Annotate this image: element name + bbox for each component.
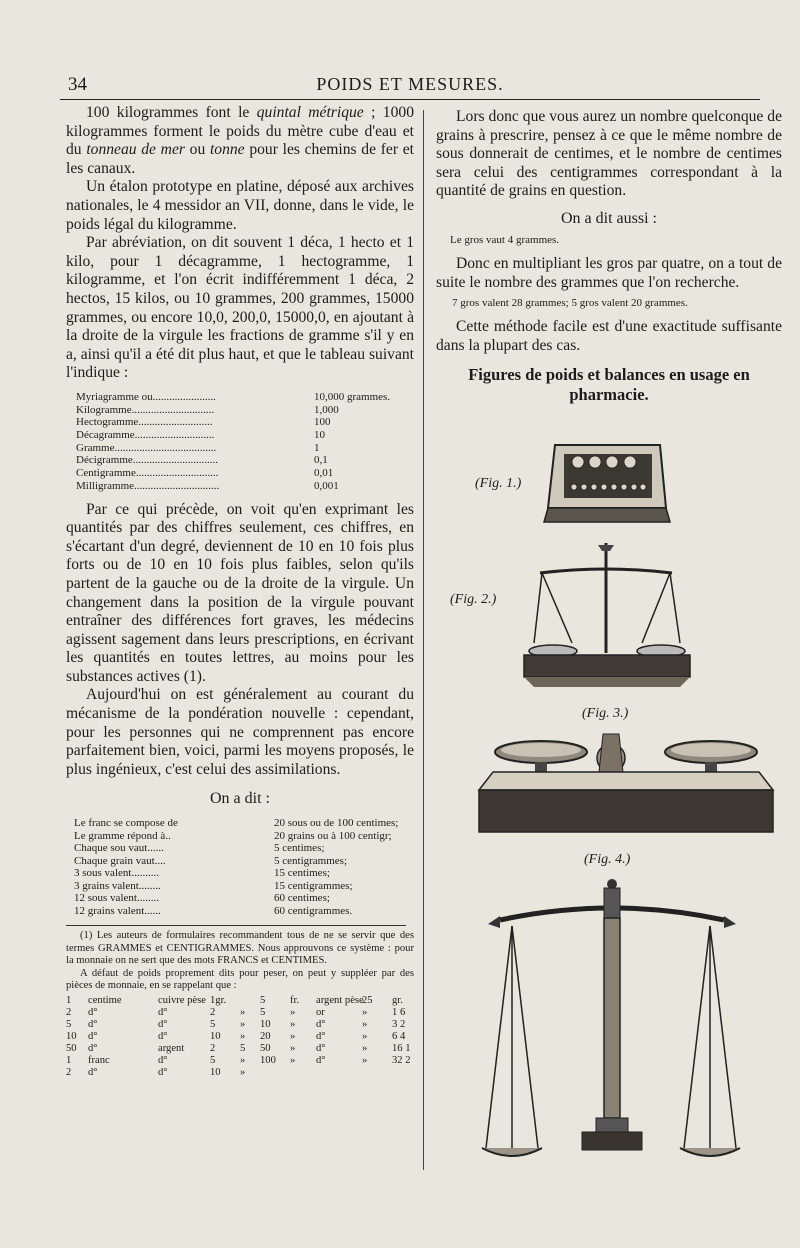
money-cell: or: [316, 1006, 325, 1018]
footnote-2: A défaut de poids proprement dits pour peser, on peut y suppléer par des pièces de monnaie, en se rappelant que :: [66, 967, 414, 992]
unit-value: 10,000 grammes.: [314, 390, 391, 403]
money-cell: »: [362, 1042, 368, 1054]
money-cell: »: [362, 1006, 368, 1018]
money-cell: 20: [260, 1030, 271, 1042]
assimilation-row: [74, 867, 414, 880]
fig4-caption: (Fig. 4.): [584, 852, 631, 867]
fig1-weights-box: [540, 440, 675, 525]
money-cell: 10: [260, 1018, 271, 1030]
assimilations-list: [74, 817, 414, 917]
money-cell: d°: [158, 1066, 168, 1078]
unit-value: 0,1: [314, 454, 328, 467]
header-rule: [60, 99, 760, 100]
money-cell: »: [290, 1006, 296, 1018]
unit-name: Gramme.....................................: [76, 441, 217, 454]
money-row: [66, 1067, 414, 1079]
money-cell: »: [240, 1006, 246, 1018]
money-cell: [290, 1067, 316, 1079]
unit-value: 0,001: [314, 479, 339, 492]
assimilation-row: [74, 880, 414, 893]
paragraph-assimilations: Aujourd'hui on est généralement au courant du mécanisme de la pondération nouvelle : cependant, pour les personnes qui ne comprennent pas encore parfaitement bien, voici, parmi les moyens proposés, le plus ingénieux, c'est celui des assimilations.: [66, 686, 414, 778]
money-cell: d°: [316, 1042, 326, 1054]
assimilation-row: [74, 855, 414, 868]
money-cell: 2: [210, 1042, 216, 1054]
money-cell: 100: [260, 1054, 276, 1066]
metric-weights-table: [76, 391, 414, 493]
unit-name: Kilogramme..............................: [76, 403, 215, 416]
money-cell: [362, 1067, 392, 1079]
unit-name: Milligramme...............................: [76, 479, 220, 492]
unit-value: 1: [314, 441, 320, 454]
gros-example: 7 gros valent 28 grammes; 5 gros valent 20 grammes.: [452, 297, 688, 310]
money-cell: »: [362, 1018, 368, 1030]
money-cell: 5: [260, 994, 266, 1006]
money-cell: 32 2: [392, 1054, 411, 1066]
on-a-dit-heading: On a dit :: [210, 790, 270, 808]
money-cell: 10: [210, 1066, 221, 1078]
unit-name: Décagramme.............................: [76, 429, 215, 442]
gros-note: Le gros vaut 4 grammes.: [450, 233, 560, 246]
money-cell: »: [290, 1054, 296, 1066]
left-column: [66, 104, 414, 1079]
money-cell: 1 6: [392, 1006, 406, 1018]
weights-table-row: [76, 442, 414, 455]
weights-table-row: [76, 391, 414, 404]
unit-name: Centigramme..............................: [76, 467, 219, 480]
money-weights-table: [66, 995, 414, 1079]
money-cell: 50: [66, 1042, 77, 1054]
money-cell: 3 2: [392, 1018, 406, 1030]
fig3-caption: (Fig. 3.): [582, 706, 629, 721]
paragraph-quintal: 100 kilogrammes font le quintal métrique ; 1000 kilogrammes forment le poids du mètre cube d'eau et du tonneau de mer ou tonne pour les chemins de fer et les canaux.: [66, 104, 415, 177]
assimilation-left: 12 sous valent........: [74, 892, 159, 905]
paragraph-abreviation: Par abréviation, on dit souvent 1 déca, 1 hecto et 1 kilo, pour 1 décagramme, 1 hectogramme, 1 kilogramme, et l'on écrit indifféremment 1 déca, 2 hectos, 15 kilos, ou 10 grammes, 200 grammes, 15000 grammes, ou encore 10,0, 200,0, 15000,0, en ajoutant à la droite de la virgule les fractions de gramme s'il y en a, ainsi qu'il a été dit plus haut, et que le tableau suivant l'indique :: [66, 234, 414, 382]
assimilation-row: [74, 905, 414, 918]
money-cell: 2: [66, 1006, 72, 1018]
weights-table-row: [76, 480, 414, 493]
money-cell: »: [240, 1066, 246, 1078]
assimilation-right: 60 centigrammes.: [274, 904, 353, 917]
money-cell: 5: [240, 1042, 246, 1054]
unit-value: 10: [314, 429, 325, 442]
money-cell: 2: [210, 1006, 216, 1018]
footnote-1: (1) Les auteurs de formulaires recommandent tous de ne se servir que des termes GRAMMES et CENTIGRAMMES. Nous approuvons ce système : pour la monnaie on ne sert que des mots FRANCS et CENTIMES.: [66, 930, 414, 967]
money-cell: 10: [210, 1030, 221, 1042]
money-row: [66, 1031, 414, 1043]
money-cell: »: [240, 1054, 246, 1066]
paragraph-grains: Lors donc que vous aurez un nombre quelconque de grains à prescrire, pensez à ce que le même nombre de sous donnerait de centimes, et le nombre de centimes sera celui des centigrammes correspondant à la quantité de grains en question.: [436, 108, 782, 200]
money-cell: 25: [362, 994, 373, 1006]
assimilation-left: Le gramme répond à..: [74, 829, 171, 842]
money-cell: d°: [158, 1018, 168, 1030]
assimilation-row: [74, 817, 414, 830]
money-cell: 1gr.: [210, 994, 227, 1006]
money-cell: argent: [158, 1042, 185, 1054]
unit-value: 100: [314, 416, 331, 429]
assimilation-left: Chaque sou vaut......: [74, 842, 164, 855]
assimilation-right: 5 centimes;: [274, 842, 325, 855]
money-cell: 5: [210, 1018, 216, 1030]
fig1-caption: (Fig. 1.): [472, 476, 524, 492]
money-cell: d°: [88, 1042, 98, 1054]
money-cell: »: [240, 1030, 246, 1042]
money-cell: [260, 1067, 290, 1079]
assimilation-left: 3 sous valent..........: [74, 867, 159, 880]
running-title: POIDS ET MESURES.: [316, 74, 504, 94]
weights-table-row: [76, 454, 414, 467]
assimilation-right: 5 centigrammes;: [274, 854, 348, 867]
page-number: 34: [68, 74, 87, 95]
figures-heading: Figures de poids et balances en usage en pharmacie.: [468, 365, 750, 405]
unit-name: Hectogramme...........................: [76, 416, 213, 429]
money-cell: 2: [66, 1066, 72, 1078]
fig2-caption: (Fig. 2.): [450, 592, 497, 607]
money-cell: d°: [88, 1030, 98, 1042]
money-cell: »: [290, 1030, 296, 1042]
money-cell: cuivre pèse: [158, 994, 206, 1006]
weights-table-row: [76, 416, 414, 429]
money-cell: 1: [66, 1054, 72, 1066]
money-cell: 5: [66, 1018, 72, 1030]
assimilation-right: 15 centimes;: [274, 867, 330, 880]
money-cell: d°: [316, 1030, 326, 1042]
footnote-rule: [66, 925, 406, 926]
money-cell: »: [290, 1042, 296, 1054]
money-row: [66, 1043, 414, 1055]
money-cell: gr.: [392, 994, 403, 1006]
money-row: [66, 1055, 414, 1067]
money-cell: 16 1: [392, 1042, 411, 1054]
money-cell: d°: [316, 1018, 326, 1030]
unit-value: 1,000: [314, 403, 339, 416]
money-cell: »: [362, 1030, 368, 1042]
money-cell: »: [362, 1054, 368, 1066]
fig2-hand-balance: [520, 535, 695, 695]
money-cell: franc: [88, 1054, 110, 1066]
on-a-dit-aussi-heading: On a dit aussi :: [561, 209, 657, 227]
assimilation-right: 15 centigrammes;: [274, 879, 353, 892]
paragraph-gros: Donc en multipliant les gros par quatre, on a tout de suite le nombre des grammes que l'on recherche.: [436, 254, 782, 291]
money-cell: [392, 1067, 412, 1079]
assimilation-right: 60 centimes;: [274, 892, 330, 905]
money-cell: d°: [316, 1054, 326, 1066]
assimilation-row: [74, 842, 414, 855]
assimilation-left: 3 grains valent........: [74, 879, 161, 892]
unit-value: 0,01: [314, 467, 334, 480]
paragraph-methode: Cette méthode facile est d'une exactitude suffisante dans la plupart des cas.: [436, 318, 782, 354]
unit-name: Myriagramme ou.......................: [76, 390, 216, 403]
unit-name: Décigramme...............................: [76, 454, 219, 467]
money-cell: 5: [210, 1054, 216, 1066]
money-row: [66, 1019, 414, 1031]
column-divider: [423, 110, 424, 1170]
running-header: [60, 74, 760, 98]
money-cell: 6 4: [392, 1030, 406, 1042]
money-cell: 5: [260, 1006, 266, 1018]
money-cell: d°: [158, 1030, 168, 1042]
money-cell: centime: [88, 994, 122, 1006]
money-cell: 50: [260, 1042, 271, 1054]
assimilation-right: 20 sous ou de 100 centimes;: [274, 817, 399, 830]
paragraph-virgule: Par ce qui précède, on voit qu'en exprimant les quantités par des chiffres seulement, ces chiffres, en s'écartant d'un degré, deviennent de 10 en 10 fois plus forts ou de 10 en 10 fois plus faibles, selon qu'ils partent de la gauche ou de la droite de la virgule. Un changement dans la position de la virgule pouvant entraîner des différences fort graves, les médecins agissent sagement dans leurs prescriptions, en écrivant les quantités en toutes lettres, au moins pour les substances actives (1).: [66, 500, 414, 685]
money-cell: d°: [88, 1006, 98, 1018]
paragraph-etalon: Un étalon prototype en platine, déposé aux archives nationales, le 4 messidor an VII, donne, dans le vide, le poids légal du kilogramme.: [66, 178, 414, 233]
fig4-hanging-balance: [478, 872, 758, 1168]
weights-table-row: [76, 429, 414, 442]
weights-table-row: [76, 404, 414, 417]
money-cell: [316, 1067, 362, 1079]
money-cell: fr.: [290, 994, 300, 1006]
money-cell: 10: [66, 1030, 77, 1042]
money-cell: argent pèse: [316, 994, 364, 1006]
fig3-counter-scale: [473, 728, 778, 838]
assimilation-left: Le franc se compose de: [74, 817, 178, 830]
money-cell: 1: [66, 994, 72, 1006]
money-row: [66, 1007, 414, 1019]
assimilation-row: [74, 830, 414, 843]
weights-table-row: [76, 467, 414, 480]
money-cell: [240, 995, 260, 1007]
money-cell: d°: [158, 1054, 168, 1066]
assimilation-left: Chaque grain vaut....: [74, 854, 166, 867]
money-cell: d°: [158, 1006, 168, 1018]
right-column: [436, 108, 782, 409]
money-cell: »: [290, 1018, 296, 1030]
money-row: [66, 995, 414, 1007]
assimilation-right: 20 grains ou à 100 centigr;: [274, 829, 392, 842]
assimilation-left: 12 grains valent......: [74, 904, 161, 917]
assimilation-row: [74, 892, 414, 905]
money-cell: d°: [88, 1018, 98, 1030]
money-cell: »: [240, 1018, 246, 1030]
money-cell: d°: [88, 1066, 98, 1078]
